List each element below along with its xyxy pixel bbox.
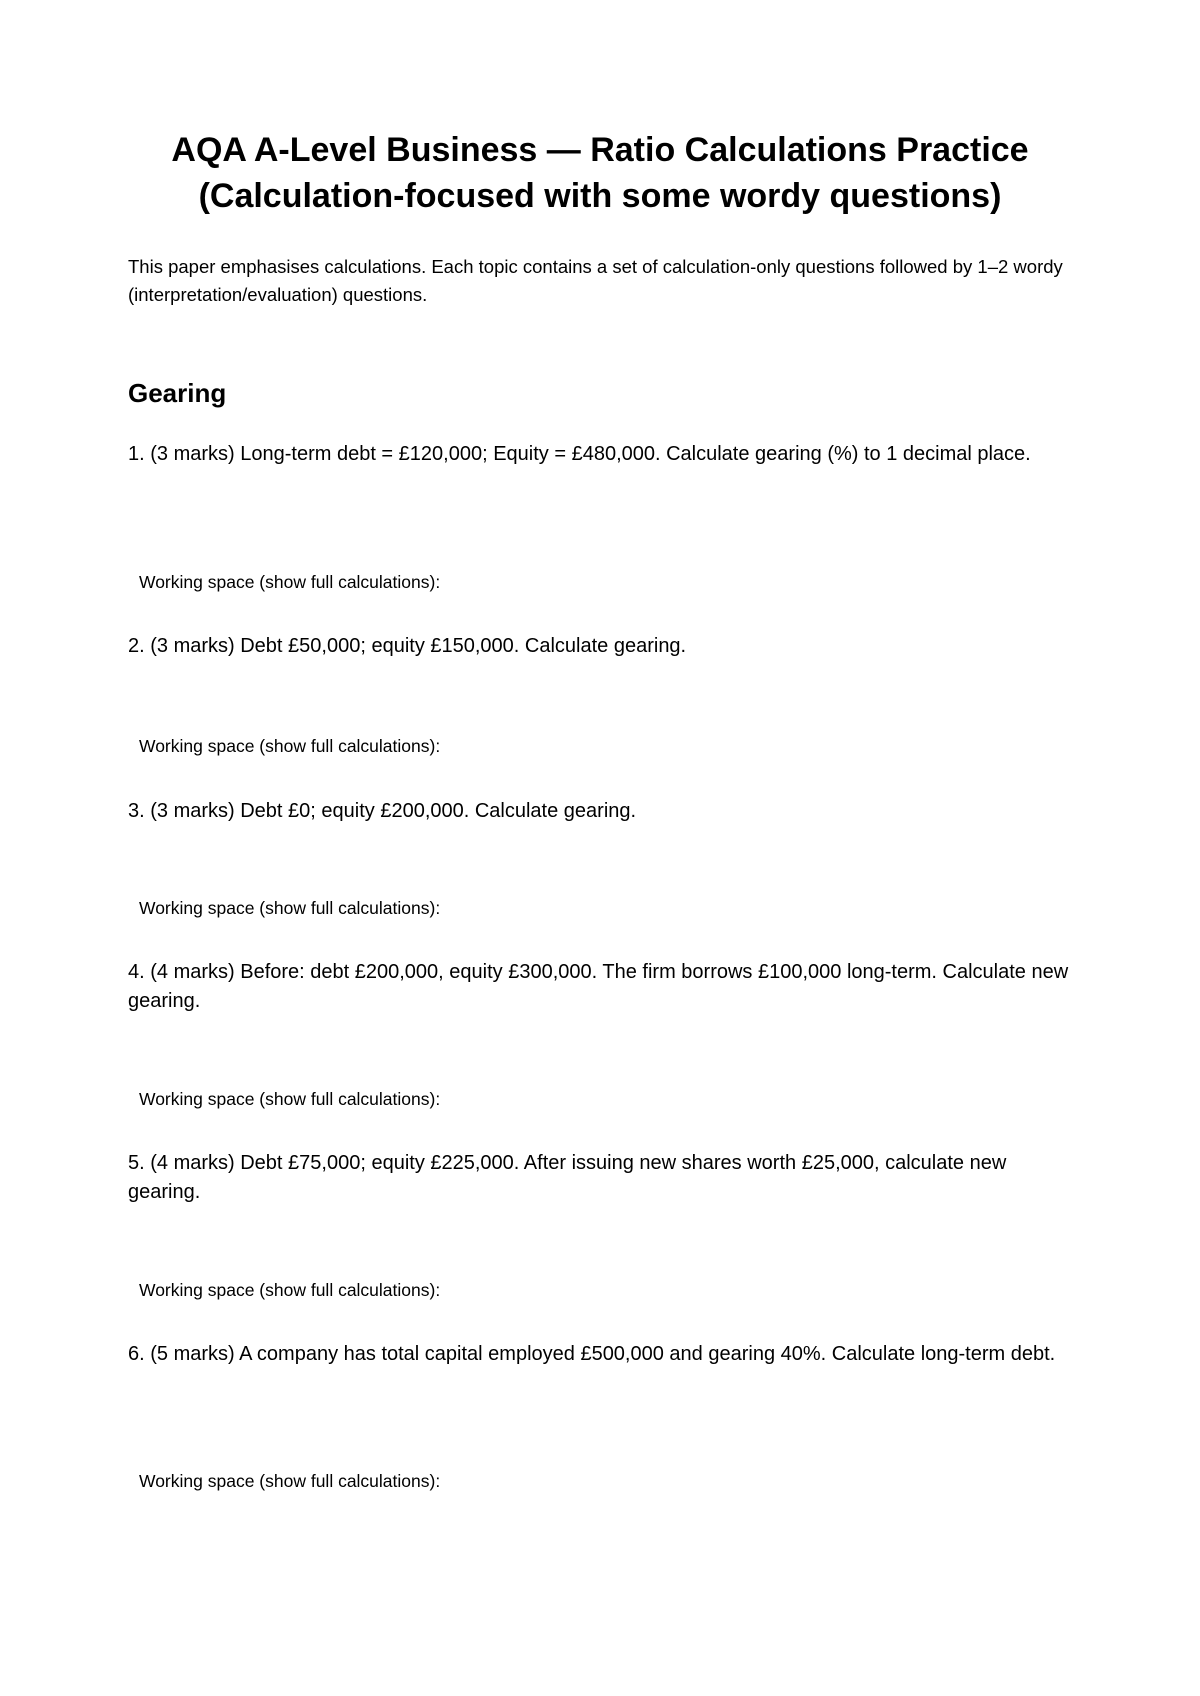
question-6: 6. (5 marks) A company has total capital employed £500,000 and gearing 40%. Calculate long-term debt.	[128, 1343, 1056, 1365]
page-title-line-2: (Calculation-focused with some wordy questions)	[198, 177, 1002, 215]
question-2: 2. (3 marks) Debt £50,000; equity £150,000. Calculate gearing.	[128, 635, 687, 657]
working-space-label-4: Working space (show full calculations):	[139, 1089, 441, 1109]
intro-paragraph: This paper emphasises calculations. Each topic contains a set of calculation-only questions followed by 1–2 wordy (interpretation/evaluation) questions.	[128, 256, 1063, 305]
page-title-line-1: AQA A-Level Business — Ratio Calculations Practice	[171, 131, 1029, 169]
working-space-label-2: Working space (show full calculations):	[139, 736, 441, 756]
question-3: 3. (3 marks) Debt £0; equity £200,000. Calculate gearing.	[128, 800, 637, 822]
question-1: 1. (3 marks) Long-term debt = £120,000; Equity = £480,000. Calculate gearing (%) to 1 decimal place.	[128, 443, 1031, 465]
question-4: 4. (4 marks) Before: debt £200,000, equity £300,000. The firm borrows £100,000 long-term. Calculate new gearing.	[128, 961, 1069, 1012]
working-space-label-3: Working space (show full calculations):	[139, 898, 441, 918]
working-space-label-6: Working space (show full calculations):	[139, 1471, 441, 1491]
working-space-label-5: Working space (show full calculations):	[139, 1280, 441, 1300]
working-space-label-1: Working space (show full calculations):	[139, 572, 441, 592]
question-5: 5. (4 marks) Debt £75,000; equity £225,000. After issuing new shares worth £25,000, calculate new gearing.	[128, 1152, 1007, 1203]
section-heading-gearing: Gearing	[128, 378, 227, 408]
